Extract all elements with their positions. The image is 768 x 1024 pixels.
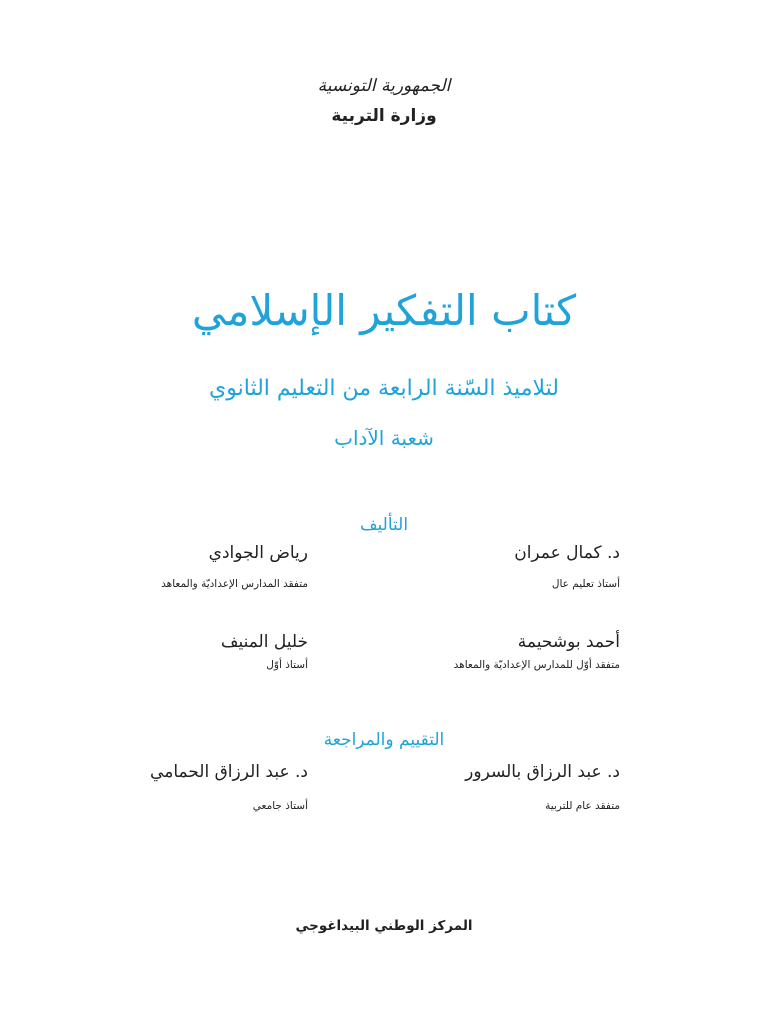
reviewer-name: د. عبد الرزاق بالسرور (465, 762, 620, 782)
book-subtitle: لتلاميذ السّنة الرابعة من التعليم الثانوي (209, 376, 559, 401)
author-role: أستاذ أوّل (266, 659, 308, 671)
authorship-heading: التأليف (359, 515, 409, 535)
author-role: متفقد أوّل للمدارس الإعداديّة والمعاهد (453, 659, 620, 671)
author-name: د. كمال عمران (514, 543, 620, 563)
reviewer-role: أستاذ جامعي (252, 800, 308, 812)
author-name: خليل المنيف (220, 632, 308, 652)
author-role: أستاذ تعليم عال (551, 578, 620, 590)
evaluation-heading: التقييم والمراجعة (323, 730, 445, 750)
book-title: كتاب التفكير الإسلامي (191, 286, 577, 335)
reviewer-name: د. عبد الرزاق الحمامي (150, 762, 308, 782)
republic-label: الجمهورية التونسية (317, 76, 451, 96)
author-role: متفقد المدارس الإعداديّة والمعاهد (161, 578, 308, 590)
ministry-label: وزارة التربية (331, 106, 437, 126)
author-name: رياض الجوادي (208, 543, 308, 563)
reviewer-role: متفقد عام للتربية (545, 800, 620, 812)
book-branch: شعبة الآداب (334, 426, 434, 450)
publisher-label: المركز الوطني البيداغوجي (295, 918, 473, 934)
author-name: أحمد بوشحيمة (517, 632, 620, 652)
